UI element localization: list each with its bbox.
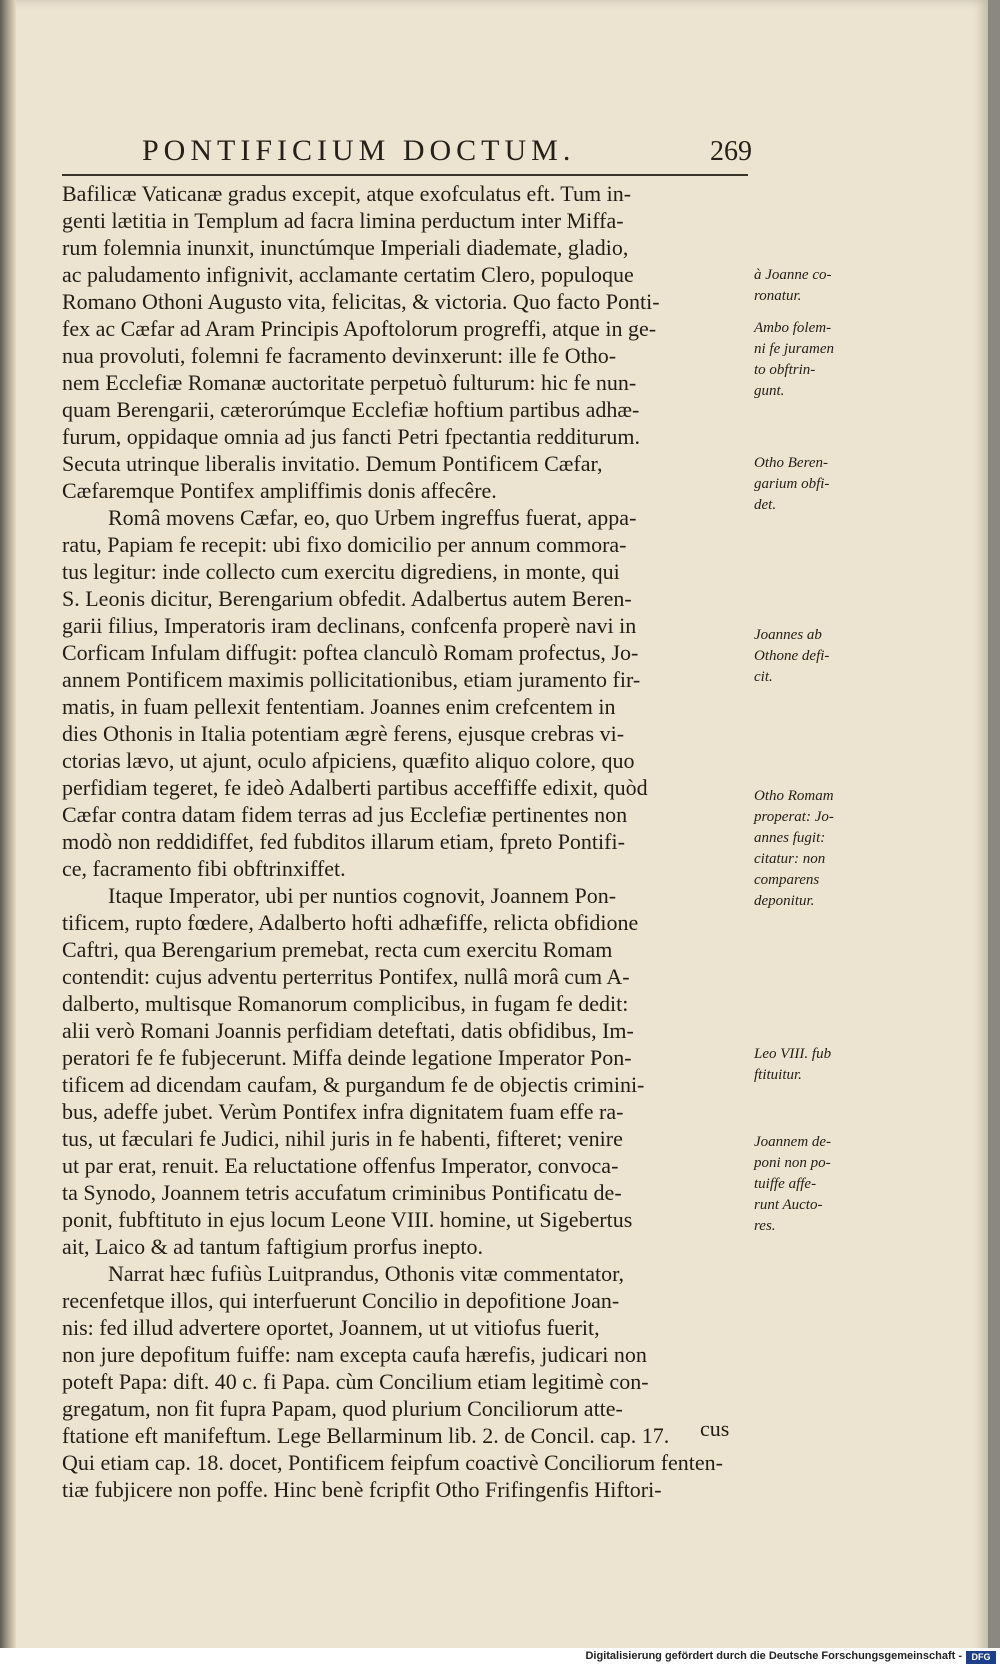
text-line: Cæfaremque Pontifex ampliffimis donis affecêre. <box>62 478 497 503</box>
text-line: Narrat hæc fufiùs Luitprandus, Othonis vitæ commentator, <box>108 1261 625 1286</box>
text-line: Caftri, qua Berengarium premebat, recta cum exercitu Romam <box>62 937 613 962</box>
text-line: nua provoluti, folemni fe facramento devinxerunt: ille fe Otho- <box>62 343 617 368</box>
text-line: nem Ecclefiæ Romanæ auctoritate perpetuò fulturum: hic fe nun- <box>62 370 637 395</box>
margin-note: Joannes ab Othone defi- cit. <box>754 627 830 685</box>
text-line: genti lætitia in Templum ad facra limina perductum inter Miffa- <box>62 208 624 233</box>
text-line: Romano Othoni Augusto vita, felicitas, & victoria. Quo facto Ponti- <box>62 289 660 314</box>
text-line: peratori fe fe fubjecerunt. Miffa deinde legatione Imperator Pon- <box>62 1045 632 1070</box>
text-line: recenfetque illos, qui interfuerunt Concilio in depofitione Joan- <box>62 1288 620 1313</box>
margin-note: Joannem de- poni non po- tuiffe affe- runt Aucto- res. <box>754 1134 832 1234</box>
paragraph <box>62 180 752 504</box>
running-title: PONTIFICIUM DOCTUM. <box>142 134 576 167</box>
text-line: furum, oppidaque omnia ad jus fancti Petri fpectantia redditurum. <box>62 424 640 449</box>
text-line: non jure depofitum fuiffe: nam excepta caufa hærefis, judicari non <box>62 1342 647 1367</box>
margin-note: Otho Romam properat: Jo- annes fugit: citatur: non comparens deponitur. <box>754 788 834 909</box>
text-line: contendit: cujus adventu perterritus Pontifex, nullâ morâ cum A- <box>62 964 630 989</box>
text-line: Româ movens Cæfar, eo, quo Urbem ingreffus fuerat, appa- <box>108 505 637 530</box>
text-line: quam Berengarii, cæterorúmque Ecclefiæ hoftium partibus adhæ- <box>62 397 640 422</box>
text-line: dalberto, multisque Romanorum complicibus, in fugam fe dedit: <box>62 991 629 1016</box>
margin-note: Otho Beren- garium obfi- det. <box>754 455 830 513</box>
text-line: fex ac Cæfar ad Aram Principis Apoftolorum progreffi, atque in ge- <box>62 316 657 341</box>
text-line: tus legitur: inde collecto cum exercitu digrediens, in monte, qui <box>62 559 620 584</box>
text-line: perfidiam tegeret, fe ideò Adalberti partibus acceffiffe edixit, quòd <box>62 775 648 800</box>
text-line: ta Synodo, Joannem tetris accufatum criminibus Pontificatu de- <box>62 1180 622 1205</box>
text-line: Itaque Imperator, ubi per nuntios cognovit, Joannem Pon- <box>108 883 617 908</box>
text-line: ce, facramento fibi obftrinxiffet. <box>62 856 346 881</box>
margin-note: à Joanne co- ronatur. <box>754 267 832 304</box>
dfg-logo: DFG <box>966 1651 996 1664</box>
text-line: matis, in fuam pellexit fententiam. Joannes enim crefcentem in <box>62 694 616 719</box>
body-text <box>62 180 752 1503</box>
text-line: ait, Laico & ad tantum faftigium prorfus inepto. <box>62 1234 483 1259</box>
text-line: ctorias lævo, ut ajunt, oculo afpiciens, quæfito aliquo colore, quo <box>62 748 635 773</box>
text-line: dies Othonis in Italia potentiam ægrè ferens, ejusque crebras vi- <box>62 721 625 746</box>
text-line: modò non reddidiffet, fed fubditos illarum etiam, fpreto Pontifi- <box>62 829 625 854</box>
footer-credit: Digitalisierung gefördert durch die Deutsche Forschungsgemeinschaft - <box>585 1650 962 1662</box>
text-line: gregatum, non fit fupra Papam, quod plurium Conciliorum atte- <box>62 1396 623 1421</box>
text-line: poteft Papa: dift. 40 c. fi Papa. cùm Concilium etiam legitimè con- <box>62 1369 649 1394</box>
text-line: nis: fed illud advertere oportet, Joannem, ut ut vitiofus fuerit, <box>62 1315 600 1340</box>
text-line: ftatione eft manifeftum. Lege Bellarminum lib. 2. de Concil. cap. 17. <box>62 1423 670 1448</box>
margin-note: Leo VIII. fub ftituitur. <box>754 1046 832 1083</box>
text-line: bus, adeffe jubet. Verùm Pontifex infra dignitatem fuam effe ra- <box>62 1099 624 1124</box>
text-line: alii verò Romani Joannis perfidiam deteftati, datis obfidibus, Im- <box>62 1018 634 1043</box>
text-line: ratu, Papiam fe recepit: ubi fixo domicilio per annum commora- <box>62 532 627 557</box>
text-line: Qui etiam cap. 18. docet, Pontificem feipfum coactivè Conciliorum fenten- <box>62 1450 724 1475</box>
text-line: ac paludamento infignivit, acclamante certatim Clero, populoque <box>62 262 634 287</box>
text-line: garii filius, Imperatoris iram declinans, confcenfa properè navi in <box>62 613 637 638</box>
text-line: S. Leonis dicitur, Berengarium obfedit. Adalbertus autem Beren- <box>62 586 632 611</box>
text-line: tificem ad dicendam caufam, & purgandum fe de objectis crimini- <box>62 1072 645 1097</box>
paragraph <box>62 504 752 882</box>
text-line: Bafilicæ Vaticanæ gradus excepit, atque exofculatus eft. Tum in- <box>62 181 632 206</box>
text-line: ponit, fubftituto in ejus locum Leone VIII. homine, ut Sigebertus <box>62 1207 633 1232</box>
text-line: tificem, rupto fœdere, Adalberto hofti adhæfiffe, relicta obfidione <box>62 910 639 935</box>
page-header <box>62 134 752 174</box>
catchword: cus <box>700 1416 730 1441</box>
text-line: annem Pontificem maximis pollicitationibus, etiam juramento fir- <box>62 667 641 692</box>
header-rule <box>62 174 748 176</box>
text-line: ut par erat, renuit. Ea reluctatione offenfus Imperator, convoca- <box>62 1153 619 1178</box>
text-line: Cæfar contra datam fidem terras ad jus Ecclefiæ pertinentes non <box>62 802 628 827</box>
text-line: tiæ fubjicere non poffe. Hinc benè fcripfit Otho Frifingenfis Hiftori- <box>62 1477 662 1502</box>
text-line: rum folemnia inunxit, inunctúmque Imperiali diademate, gladio, <box>62 235 629 260</box>
margin-note: Ambo folem- ni fe juramen to obftrin- gunt. <box>754 320 834 399</box>
page-number: 269 <box>710 136 752 167</box>
paragraph <box>62 1260 752 1503</box>
text-line: Corficam Infulam diffugit: poftea clanculò Romam profectus, Jo- <box>62 640 639 665</box>
text-line: tus, ut fæculari fe Judici, nihil juris in fe habenti, fifteret; venire <box>62 1126 623 1151</box>
paragraph <box>62 882 752 1260</box>
book-gutter <box>0 0 16 1660</box>
text-line: Secuta utrinque liberalis invitatio. Demum Pontificem Cæfar, <box>62 451 603 476</box>
